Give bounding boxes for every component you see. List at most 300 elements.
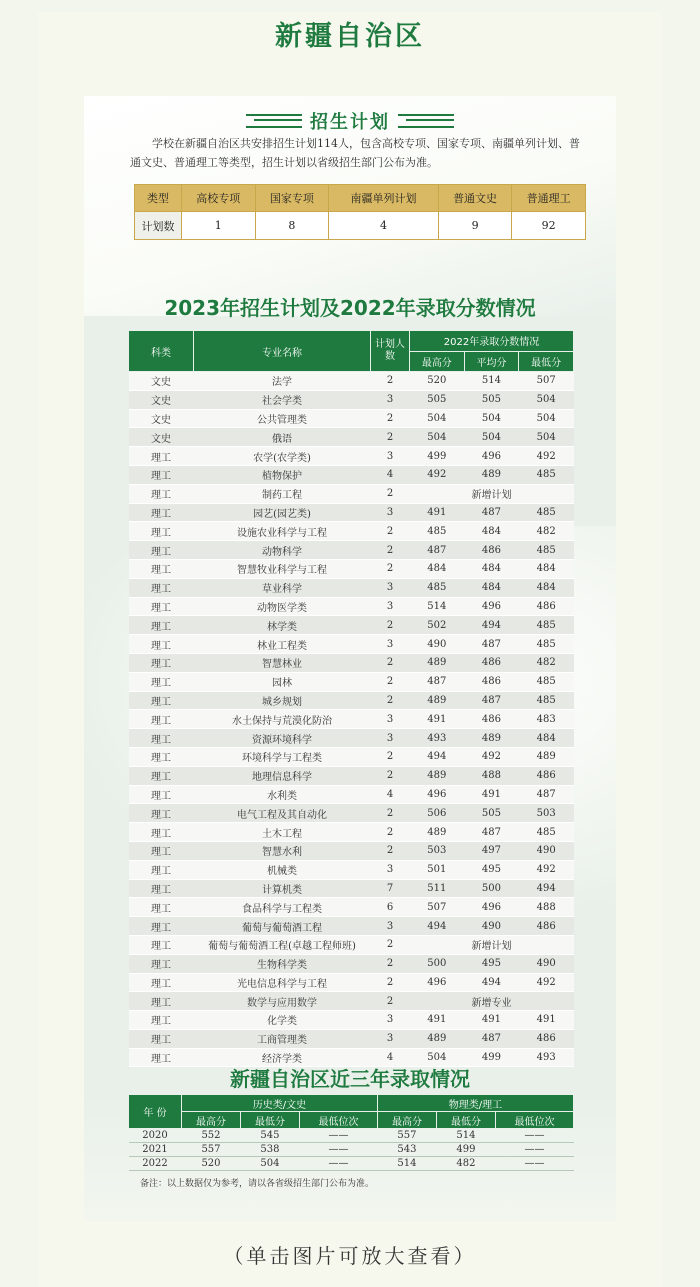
table-cell: 理工: [129, 841, 194, 860]
table-cell: 光电信息科学与工程: [194, 973, 371, 992]
table-cell: 理工: [129, 597, 194, 616]
table-cell: 葡萄与葡萄酒工程: [194, 917, 371, 936]
plan-table-row: [135, 212, 586, 240]
table-cell: 2: [371, 992, 410, 1011]
table-cell: 492: [410, 465, 465, 484]
table-cell: ——: [495, 1143, 573, 1157]
table-cell: 理工: [129, 1029, 194, 1048]
table-cell: ——: [299, 1143, 377, 1157]
table-cell: 理工: [129, 503, 194, 522]
table-cell: 理工: [129, 447, 194, 466]
table-cell: 理工: [129, 710, 194, 729]
table-cell: 482: [519, 522, 574, 541]
table-cell: 504: [519, 409, 574, 428]
table-cell: 543: [377, 1143, 436, 1157]
table-cell: 设施农业科学与工程: [194, 522, 371, 541]
table-cell: 土木工程: [194, 823, 371, 842]
table-row: [129, 635, 574, 654]
table-cell: 理工: [129, 917, 194, 936]
table-cell: 理工: [129, 484, 194, 503]
table-cell: 489: [410, 823, 465, 842]
table-cell: 林学类: [194, 616, 371, 635]
table-cell: 504: [519, 428, 574, 447]
table-cell: 486: [464, 653, 519, 672]
table-cell: 499: [436, 1143, 495, 1157]
table-cell: 2: [371, 823, 410, 842]
page-title: 新疆自治区: [275, 21, 425, 52]
table-cell: 地理信息科学: [194, 766, 371, 785]
table-cell: 葡萄与葡萄酒工程(卓越工程师班): [194, 935, 371, 954]
table-cell: 484: [519, 729, 574, 748]
table-row: [129, 804, 574, 823]
table-cell: 488: [464, 766, 519, 785]
table-row: [129, 522, 574, 541]
table-cell: 489: [464, 729, 519, 748]
table-cell: 486: [519, 917, 574, 936]
table-cell: 2: [371, 766, 410, 785]
group-history: 历史类/文史: [182, 1095, 378, 1112]
table-cell: 511: [410, 879, 465, 898]
col-major: 专业名称: [194, 331, 371, 372]
table-cell: 动物科学: [194, 541, 371, 560]
table-cell: 487: [464, 503, 519, 522]
table-cell: 3: [371, 447, 410, 466]
table-row: [129, 841, 574, 860]
table-cell: 538: [240, 1143, 299, 1157]
table-row: [129, 1157, 574, 1171]
table-cell: 理工: [129, 785, 194, 804]
table-cell: 理工: [129, 1011, 194, 1030]
table-cell: 2: [371, 672, 410, 691]
table-cell: 1: [182, 212, 256, 240]
table-cell: 环境科学与工程类: [194, 747, 371, 766]
table-cell: 496: [464, 898, 519, 917]
col-max: 最高分: [182, 1112, 241, 1129]
table-row: [129, 653, 574, 672]
table-row: [129, 917, 574, 936]
table-cell: 489: [410, 653, 465, 672]
table-cell: 503: [519, 804, 574, 823]
table-cell: 493: [519, 1048, 574, 1067]
score-heading: 2023年招生计划及2022年录取分数情况: [164, 296, 536, 320]
table-cell: 487: [464, 691, 519, 710]
header-cell: 类型: [135, 185, 182, 212]
table-cell: 理工: [129, 541, 194, 560]
group-physics: 物理类/理工: [377, 1095, 573, 1112]
plan-table: [134, 184, 586, 240]
table-cell: 507: [519, 372, 574, 391]
table-cell: 城乡规划: [194, 691, 371, 710]
table-cell: 理工: [129, 823, 194, 842]
table-cell: 理工: [129, 559, 194, 578]
table-row: [129, 747, 574, 766]
table-cell: 486: [519, 597, 574, 616]
col-min: 最低分: [240, 1112, 299, 1129]
table-cell: 数学与应用数学: [194, 992, 371, 1011]
table-cell: 计算机类: [194, 879, 371, 898]
table-cell: 489: [519, 747, 574, 766]
table-cell: 495: [464, 860, 519, 879]
table-cell: 494: [410, 747, 465, 766]
score-table: [128, 330, 574, 1067]
table-cell: 2022: [129, 1157, 182, 1171]
table-cell: 491: [464, 785, 519, 804]
table-cell: 俄语: [194, 428, 371, 447]
header-cell: 普通文史: [438, 185, 512, 212]
table-cell: 理工: [129, 804, 194, 823]
table-cell: 499: [410, 447, 465, 466]
table-row: [129, 935, 574, 954]
table-row: [129, 597, 574, 616]
table-cell: 新增专业: [410, 992, 574, 1011]
table-row: [129, 484, 574, 503]
table-cell: 智慧牧业科学与工程: [194, 559, 371, 578]
three-year-table-body: [129, 1129, 574, 1171]
table-cell: 552: [182, 1129, 241, 1143]
table-cell: 486: [519, 1029, 574, 1048]
table-cell: 3: [371, 597, 410, 616]
table-cell: 505: [464, 804, 519, 823]
table-cell: 482: [436, 1157, 495, 1171]
table-cell: 495: [464, 954, 519, 973]
table-cell: 492: [519, 447, 574, 466]
table-cell: 4: [371, 1048, 410, 1067]
table-row: [129, 1029, 574, 1048]
table-cell: 2021: [129, 1143, 182, 1157]
table-row: [129, 390, 574, 409]
table-cell: 486: [464, 710, 519, 729]
table-cell: 490: [519, 841, 574, 860]
table-cell: 487: [410, 672, 465, 691]
table-cell: 496: [410, 785, 465, 804]
table-cell: ——: [495, 1129, 573, 1143]
table-row: [129, 766, 574, 785]
plan-heading-text: 招生计划: [310, 112, 390, 133]
table-cell: 7: [371, 879, 410, 898]
table-cell: 林业工程类: [194, 635, 371, 654]
table-cell: 理工: [129, 578, 194, 597]
table-row: [129, 710, 574, 729]
table-cell: 8: [255, 212, 329, 240]
table-row: [129, 672, 574, 691]
plan-table-header: [135, 185, 586, 212]
table-cell: 理工: [129, 635, 194, 654]
table-cell: 理工: [129, 766, 194, 785]
header-cell: 南疆单列计划: [329, 185, 439, 212]
table-cell: 490: [464, 917, 519, 936]
table-cell: 理工: [129, 973, 194, 992]
table-cell: 2: [371, 484, 410, 503]
plan-intro: 学校在新疆自治区共安排招生计划114人，包含高校专项、国家专项、南疆单列计划、普通文史、普通理工等类型，招生计划以省级招生部门公布为准。: [130, 137, 580, 169]
note-text: 备注：以上数据仅为参考，请以各省级招生部门公布为准。: [140, 1179, 375, 1189]
table-row: [129, 729, 574, 748]
table-cell: 500: [464, 879, 519, 898]
table-cell: 489: [410, 691, 465, 710]
table-cell: 485: [519, 541, 574, 560]
table-row: [129, 973, 574, 992]
table-cell: 文史: [129, 372, 194, 391]
col-rank: 最低位次: [299, 1112, 377, 1129]
table-cell: 4: [371, 465, 410, 484]
table-cell: 492: [519, 860, 574, 879]
table-cell: 理工: [129, 691, 194, 710]
table-cell: 514: [436, 1129, 495, 1143]
table-cell: 理工: [129, 729, 194, 748]
table-cell: 486: [519, 766, 574, 785]
table-cell: 理工: [129, 465, 194, 484]
table-row: [129, 954, 574, 973]
table-row: [129, 447, 574, 466]
table-cell: 2: [371, 653, 410, 672]
table-cell: 2: [371, 428, 410, 447]
header-cell: 普通理工: [512, 185, 586, 212]
col-max: 最高分: [410, 351, 465, 372]
table-cell: 2: [371, 747, 410, 766]
table-cell: 2: [371, 409, 410, 428]
table-cell: 制药工程: [194, 484, 371, 503]
table-cell: ——: [495, 1157, 573, 1171]
table-cell: 计划数: [135, 212, 182, 240]
col-avg: 平均分: [464, 351, 519, 372]
table-cell: 2: [371, 935, 410, 954]
table-cell: 机械类: [194, 860, 371, 879]
table-cell: 2: [371, 804, 410, 823]
col-plan: 计划人数: [371, 331, 410, 372]
table-cell: 4: [329, 212, 439, 240]
table-cell: 490: [410, 635, 465, 654]
table-cell: 理工: [129, 954, 194, 973]
table-cell: 4: [371, 785, 410, 804]
table-cell: 486: [464, 541, 519, 560]
table-cell: 504: [410, 1048, 465, 1067]
table-cell: 485: [519, 616, 574, 635]
table-cell: 496: [464, 447, 519, 466]
table-cell: 理工: [129, 898, 194, 917]
table-cell: 智慧林业: [194, 653, 371, 672]
score-table-body: [129, 372, 574, 1067]
table-cell: 3: [371, 635, 410, 654]
table-cell: 2: [371, 616, 410, 635]
table-cell: 工商管理类: [194, 1029, 371, 1048]
table-row: [129, 898, 574, 917]
table-cell: 2: [371, 691, 410, 710]
table-cell: 494: [464, 973, 519, 992]
col-category: 科类: [129, 331, 194, 372]
table-cell: 503: [410, 841, 465, 860]
table-cell: 520: [182, 1157, 241, 1171]
table-cell: 生物科学类: [194, 954, 371, 973]
table-cell: 理工: [129, 653, 194, 672]
table-cell: 3: [371, 860, 410, 879]
table-cell: 3: [371, 1011, 410, 1030]
table-cell: 公共管理类: [194, 409, 371, 428]
table-cell: 557: [182, 1143, 241, 1157]
plan-heading: [0, 108, 700, 134]
table-cell: 496: [410, 973, 465, 992]
table-cell: 489: [410, 766, 465, 785]
col-min: 最低分: [436, 1112, 495, 1129]
table-row: [129, 541, 574, 560]
table-row: [129, 616, 574, 635]
table-cell: 2: [371, 522, 410, 541]
table-row: [129, 1011, 574, 1030]
table-row: [129, 1143, 574, 1157]
table-cell: 484: [464, 578, 519, 597]
table-cell: 487: [519, 785, 574, 804]
table-cell: 6: [371, 898, 410, 917]
table-cell: 理工: [129, 1048, 194, 1067]
table-cell: 水利类: [194, 785, 371, 804]
table-cell: 3: [371, 729, 410, 748]
three-year-table: [128, 1094, 574, 1171]
table-cell: 485: [519, 635, 574, 654]
table-cell: 3: [371, 503, 410, 522]
table-cell: 485: [519, 691, 574, 710]
table-cell: 文史: [129, 428, 194, 447]
table-cell: 545: [240, 1129, 299, 1143]
table-row: [129, 428, 574, 447]
table-cell: 484: [410, 559, 465, 578]
header-cell: 国家专项: [255, 185, 329, 212]
table-cell: 485: [519, 503, 574, 522]
table-cell: 497: [464, 841, 519, 860]
table-cell: 490: [519, 954, 574, 973]
table-row: [129, 1129, 574, 1143]
table-cell: 496: [464, 597, 519, 616]
table-cell: 3: [371, 917, 410, 936]
table-cell: 新增计划: [410, 484, 574, 503]
table-cell: 社会学类: [194, 390, 371, 409]
table-cell: 2: [371, 973, 410, 992]
table-cell: 理工: [129, 935, 194, 954]
table-cell: 494: [410, 917, 465, 936]
table-cell: 514: [464, 372, 519, 391]
table-cell: 514: [410, 597, 465, 616]
table-cell: 500: [410, 954, 465, 973]
table-cell: 505: [410, 390, 465, 409]
col-min: 最低分: [519, 351, 574, 372]
table-cell: 2: [371, 559, 410, 578]
table-row: [129, 465, 574, 484]
table-cell: 485: [519, 465, 574, 484]
table-row: [129, 578, 574, 597]
table-cell: 493: [410, 729, 465, 748]
table-cell: 3: [371, 710, 410, 729]
header-cell: 高校专项: [182, 185, 256, 212]
table-cell: 园艺(园艺类): [194, 503, 371, 522]
table-cell: 492: [464, 747, 519, 766]
table-row: [129, 503, 574, 522]
table-cell: 484: [519, 559, 574, 578]
table-cell: 504: [410, 428, 465, 447]
table-cell: ——: [299, 1129, 377, 1143]
table-cell: 2: [371, 372, 410, 391]
table-cell: 487: [464, 823, 519, 842]
table-cell: 3: [371, 578, 410, 597]
table-cell: 483: [519, 710, 574, 729]
table-cell: 504: [519, 390, 574, 409]
col-year: 年 份: [129, 1095, 182, 1129]
table-row: [129, 785, 574, 804]
table-cell: 488: [519, 898, 574, 917]
table-cell: 理工: [129, 879, 194, 898]
table-cell: 491: [410, 1011, 465, 1030]
three-year-heading: 新疆自治区近三年录取情况: [230, 1067, 470, 1091]
table-cell: 489: [410, 1029, 465, 1048]
table-cell: 文史: [129, 390, 194, 409]
table-cell: 504: [464, 428, 519, 447]
table-cell: 482: [519, 653, 574, 672]
table-cell: 植物保护: [194, 465, 371, 484]
table-cell: 2: [371, 841, 410, 860]
table-cell: 电气工程及其自动化: [194, 804, 371, 823]
table-cell: 484: [464, 559, 519, 578]
table-cell: 3: [371, 1029, 410, 1048]
table-cell: 理工: [129, 860, 194, 879]
table-cell: 经济学类: [194, 1048, 371, 1067]
table-cell: 491: [410, 710, 465, 729]
table-cell: 507: [410, 898, 465, 917]
table-cell: 485: [519, 672, 574, 691]
table-row: [129, 372, 574, 391]
table-row: [129, 860, 574, 879]
table-cell: 2: [371, 541, 410, 560]
table-cell: 3: [371, 390, 410, 409]
table-cell: 理工: [129, 672, 194, 691]
table-cell: 514: [377, 1157, 436, 1171]
table-cell: 9: [438, 212, 512, 240]
table-cell: 食品科学与工程类: [194, 898, 371, 917]
table-cell: 文史: [129, 409, 194, 428]
table-row: [129, 879, 574, 898]
table-cell: 520: [410, 372, 465, 391]
table-cell: 理工: [129, 747, 194, 766]
heading-decoration-left: [246, 114, 302, 128]
col-max: 最高分: [377, 1112, 436, 1129]
table-cell: 491: [519, 1011, 574, 1030]
table-cell: 491: [464, 1011, 519, 1030]
table-cell: 487: [410, 541, 465, 560]
table-cell: 494: [519, 879, 574, 898]
table-cell: 理工: [129, 522, 194, 541]
table-cell: 505: [464, 390, 519, 409]
table-cell: 理工: [129, 616, 194, 635]
table-cell: 农学(农学类): [194, 447, 371, 466]
table-row: [129, 691, 574, 710]
table-row: [129, 559, 574, 578]
table-cell: 园林: [194, 672, 371, 691]
table-cell: 485: [519, 823, 574, 842]
table-cell: 化学类: [194, 1011, 371, 1030]
col-rank: 最低位次: [495, 1112, 573, 1129]
table-cell: 484: [519, 578, 574, 597]
table-cell: 92: [512, 212, 586, 240]
table-cell: 2020: [129, 1129, 182, 1143]
table-cell: ——: [299, 1157, 377, 1171]
table-cell: 动物医学类: [194, 597, 371, 616]
table-cell: 504: [410, 409, 465, 428]
table-cell: 智慧水利: [194, 841, 371, 860]
table-cell: 494: [464, 616, 519, 635]
table-cell: 491: [410, 503, 465, 522]
heading-decoration-right: [398, 114, 454, 128]
table-cell: 法学: [194, 372, 371, 391]
table-cell: 504: [464, 409, 519, 428]
table-cell: 492: [519, 973, 574, 992]
table-cell: 486: [464, 672, 519, 691]
zoom-hint[interactable]: （单击图片可放大查看）: [223, 1244, 477, 1268]
table-cell: 504: [240, 1157, 299, 1171]
